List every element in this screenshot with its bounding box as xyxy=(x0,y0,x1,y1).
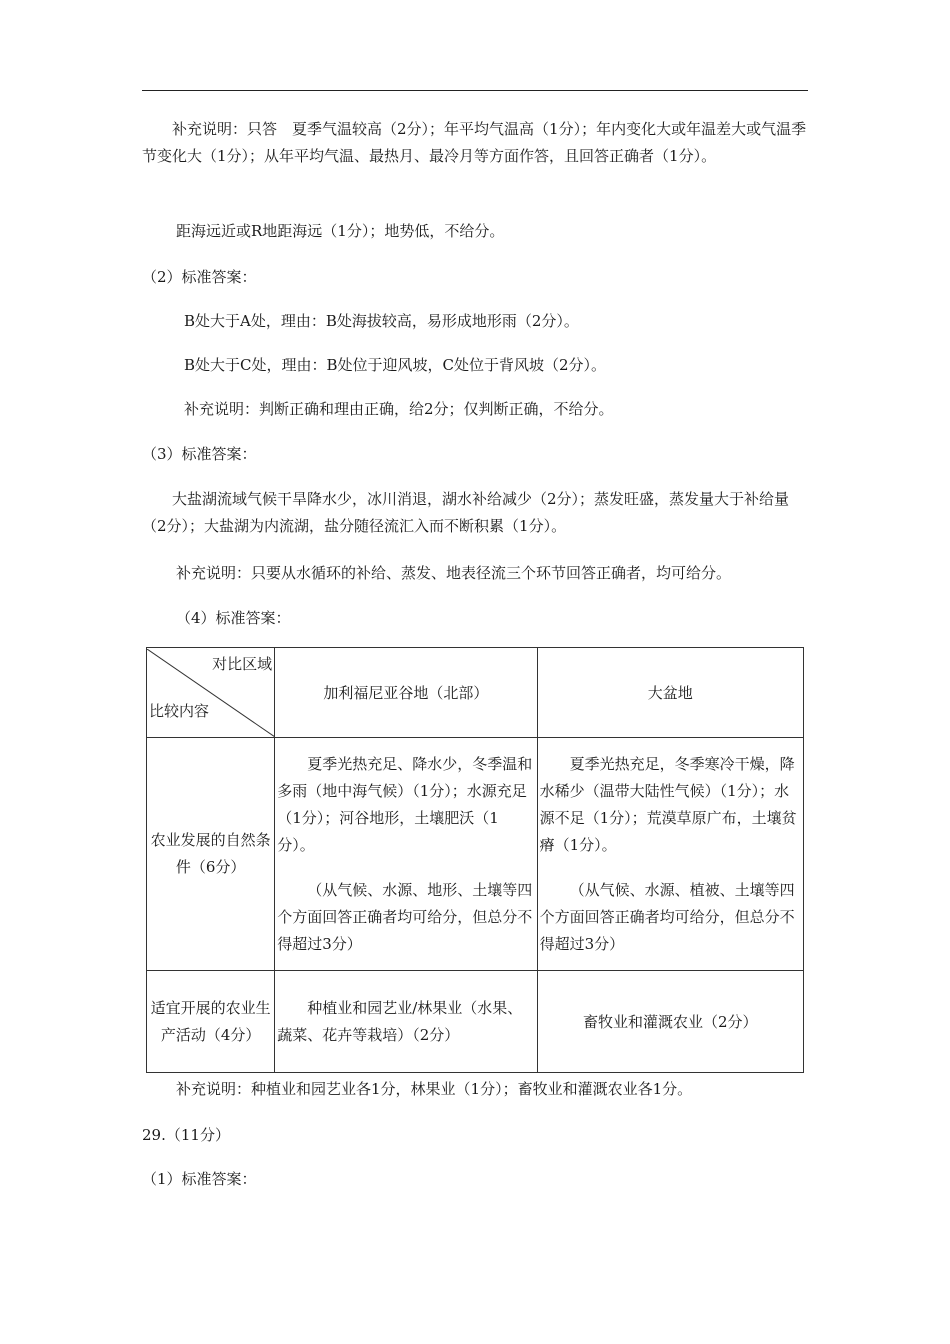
comparison-table xyxy=(146,647,804,1073)
great-basin-conditions-main: 夏季光热充足，冬季寒冷干燥，降水稀少（温带大陆性气候）（1分）；水源不足（1分）；荒漠草原广布，土壤贫瘠（1分）。 xyxy=(539,754,797,854)
q4-note: 补充说明：种植业和园艺业各1分，林果业（1分）；畜牧业和灌溉农业各1分。 xyxy=(176,1080,693,1098)
corner-label-content: 比较内容 xyxy=(149,701,210,720)
row-label-agriculture-activities: 适宜开展的农业生产活动（4分） xyxy=(147,971,275,1073)
header-great-basin: 大盆地 xyxy=(537,648,803,738)
header-rule xyxy=(142,90,808,91)
cell-california-activities xyxy=(275,971,537,1073)
q3-note: 补充说明：只要从水循环的补给、蒸发、地表径流三个环节回答正确者，均可给分。 xyxy=(176,564,732,582)
california-conditions-main: 夏季光热充足、降水少，冬季温和多雨（地中海气候）（1分）；水源充足（1分）；河谷地形，土壤肥沃（1分）。 xyxy=(277,754,533,854)
california-conditions-note: （从气候、水源、地形、土壤等四个方面回答正确者均可给分，但总分不得超过3分） xyxy=(277,880,533,953)
q2-answer-a: B处大于A处，理由：B处海拔较高，易形成地形雨（2分）。 xyxy=(184,312,579,330)
supplement-note-1: 补充说明：只答 夏季气温较高（2分）；年平均气温高（1分）；年内变化大或年温差大或气温季节变化大（1分）；从年平均气温、最热月、最冷月等方面作答，且回答正确者（1分）。 xyxy=(142,120,807,165)
q2-answer-b: B处大于C处，理由：B处位于迎风坡，C处位于背风坡（2分）。 xyxy=(184,356,607,374)
q2-note: 补充说明：判断正确和理由正确，给2分；仅判断正确，不给分。 xyxy=(184,400,614,418)
row-label-natural-conditions: 农业发展的自然条件（6分） xyxy=(147,738,275,971)
q4-heading: （4）标准答案： xyxy=(176,609,291,627)
q2-heading: （2）标准答案： xyxy=(142,268,257,286)
california-activities-text: 种植业和园艺业/林果业（水果、蔬菜、花卉等栽培）（2分） xyxy=(277,998,523,1044)
corner-label-region: 对比区域 xyxy=(212,654,273,673)
q3-heading: （3）标准答案： xyxy=(142,445,257,463)
cell-great-basin-activities: 畜牧业和灌溉农业（2分） xyxy=(537,971,803,1073)
cell-great-basin-conditions xyxy=(537,738,803,971)
table-corner-cell xyxy=(147,648,275,738)
q3-answer: 大盐湖流域气候干旱降水少，冰川消退，湖水补给减少（2分）；蒸发旺盛，蒸发量大于补给量（2分）；大盐湖为内流湖，盐分随径流汇入而不断积累（1分）。 xyxy=(142,490,790,535)
q29-heading: 29.（11分） xyxy=(142,1126,230,1144)
q29-sub-heading: （1）标准答案： xyxy=(142,1170,257,1188)
header-california: 加利福尼亚谷地（北部） xyxy=(275,648,537,738)
supplement-note-2: 距海远近或R地距海远（1分）；地势低，不给分。 xyxy=(176,222,505,240)
cell-california-conditions xyxy=(275,738,537,971)
great-basin-conditions-note: （从气候、水源、植被、土壤等四个方面回答正确者均可给分，但总分不得超过3分） xyxy=(539,880,795,953)
